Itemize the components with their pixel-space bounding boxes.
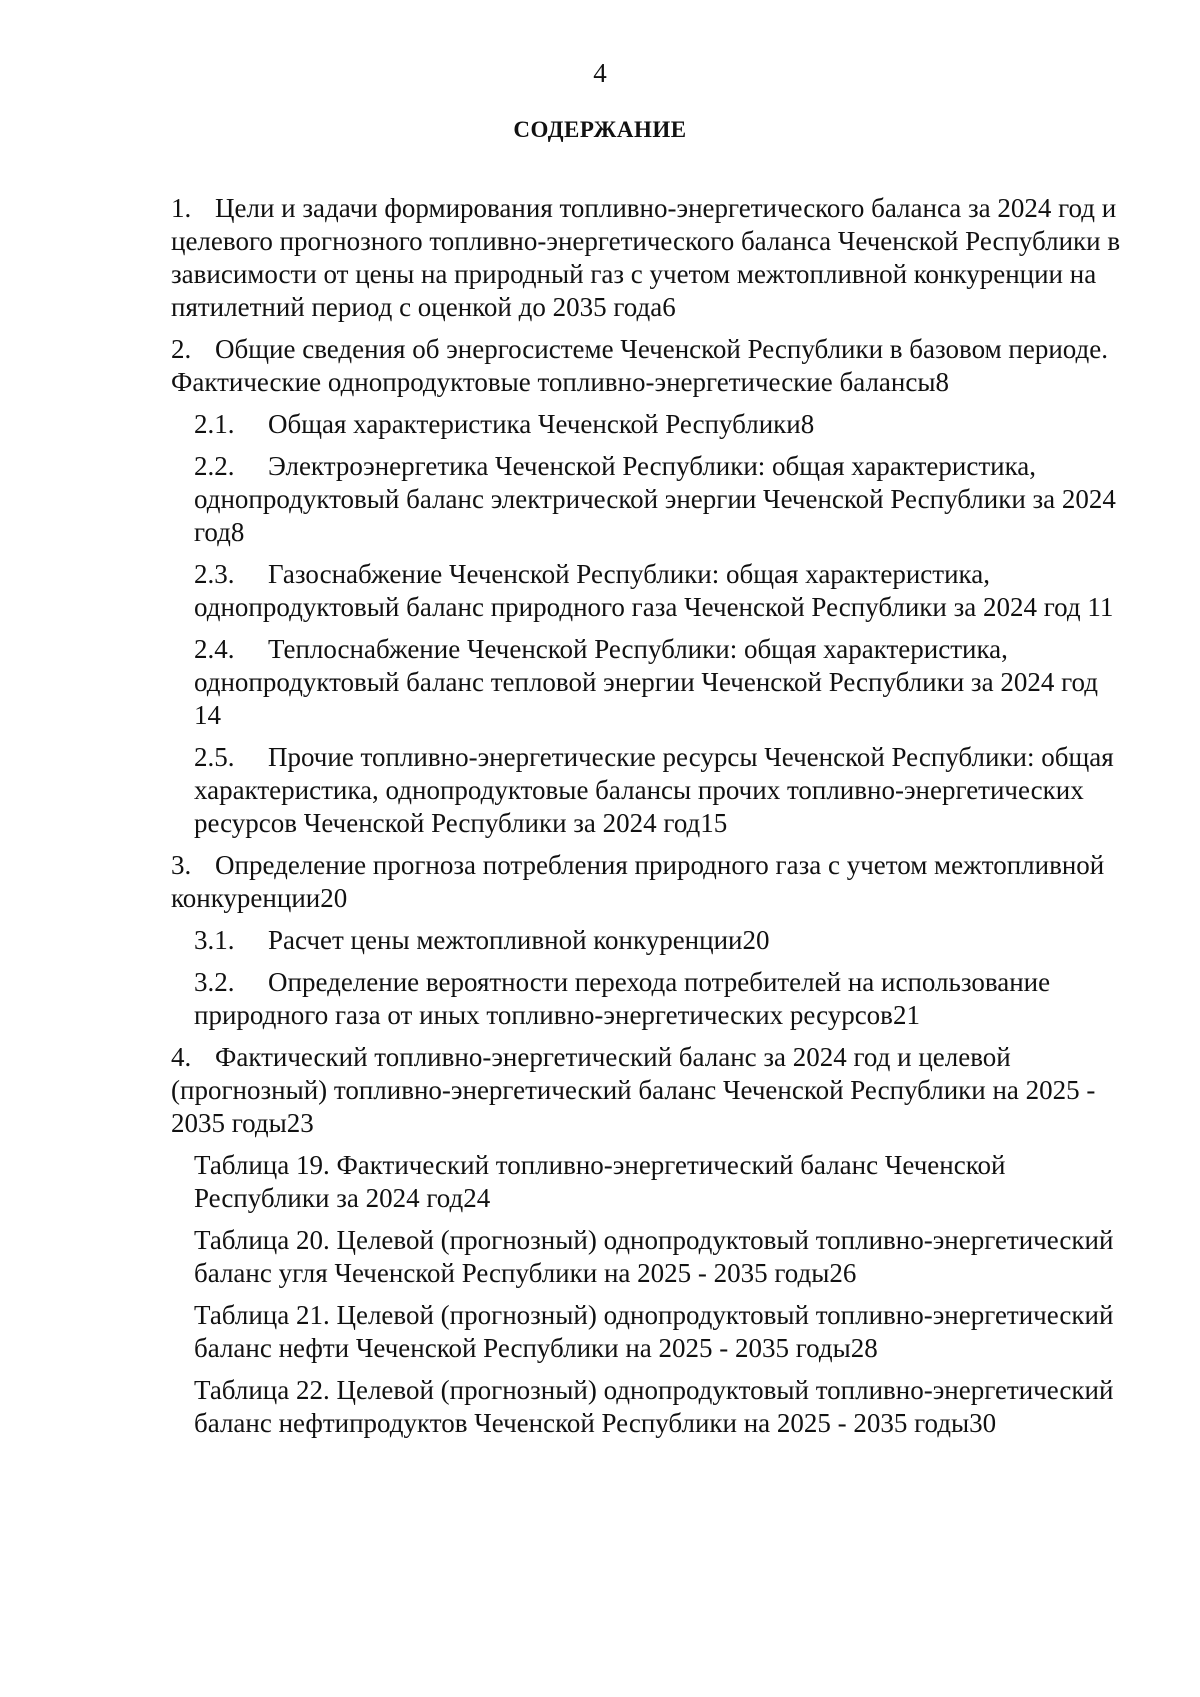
toc-entry-2-4[interactable] [171, 633, 1131, 732]
toc-entry-3[interactable] [171, 849, 1131, 915]
toc-entry-page: 8 [230, 517, 245, 547]
toc-entry-3-2[interactable] [171, 966, 1131, 1032]
toc-entry-number: 2.4. [194, 634, 235, 664]
toc-entry-number: 3. [171, 850, 192, 880]
toc-entry-title: Определение прогноза потребления природного газа с учетом межтопливной конкуренции [171, 850, 1105, 913]
toc-entry-2-3[interactable] [171, 558, 1131, 624]
toc-entry-2-1[interactable] [171, 408, 1131, 441]
toc-entry-title: Таблица 19. Фактический топливно-энергетический баланс Чеченской Республики за 2024 год [194, 1150, 1006, 1213]
toc-entry-title: Цели и задачи формирования топливно-энергетического баланса за 2024 год и целевого прогнозного топливно-энергетического баланса Чеченской Республики в зависимости от цены на природный газ с учетом межтопливной конкуренции на пятилетний период с оценкой до 2035 года [171, 193, 1121, 322]
toc-entry-table-19[interactable] [171, 1149, 1131, 1215]
toc-entry-page: 20 [742, 925, 770, 955]
toc-entry-title: Расчет цены межтопливной конкуренции [268, 925, 743, 955]
toc-entry-page: 23 [286, 1108, 314, 1138]
toc-entry-title: Общая характеристика Чеченской Республики [268, 409, 801, 439]
toc-entry-number: 2.5. [194, 742, 235, 772]
toc-entry-4[interactable] [171, 1041, 1131, 1140]
toc-entry-page: 24 [463, 1183, 491, 1213]
toc-entry-number: 2.1. [194, 409, 235, 439]
toc-entry-title: Фактический топливно-энергетический баланс за 2024 год и целевой (прогнозный) топливно-энергетический баланс Чеченской Республики на 2025 - 2035 годы [171, 1042, 1096, 1138]
toc-entry-title: Газоснабжение Чеченской Республики: общая характеристика, однопродуктовый баланс природного газа Чеченской Республики за 2024 год [194, 559, 1081, 622]
toc-entry-page: 11 [1087, 592, 1114, 622]
toc-entry-title: Таблица 22. Целевой (прогнозный) однопродуктовый топливно-энергетический баланс нефтипродуктов Чеченской Республики на 2025 - 2035 годы [194, 1375, 1114, 1438]
toc-entry-2-5[interactable] [171, 741, 1131, 840]
toc-entry-title: Таблица 21. Целевой (прогнозный) однопродуктовый топливно-энергетический баланс нефти Чеченской Республики на 2025 - 2035 годы [194, 1300, 1114, 1363]
toc-entry-number: 2. [171, 334, 192, 364]
toc-entry-table-22[interactable] [171, 1374, 1131, 1440]
toc-entry-page: 21 [892, 1000, 920, 1030]
toc-entry-page: 6 [662, 292, 676, 322]
toc-entry-page: 26 [829, 1258, 857, 1288]
toc-entry-title: Таблица 20. Целевой (прогнозный) однопродуктовый топливно-энергетический баланс угля Чеченской Республики на 2025 - 2035 годы [194, 1225, 1114, 1288]
toc-entry-table-20[interactable] [171, 1224, 1131, 1290]
toc-entry-title: Прочие топливно-энергетические ресурсы Чеченской Республики: общая характеристика, однопродуктовые балансы прочих топливно-энергетических ресурсов Чеченской Республики за 2024 год [194, 742, 1114, 838]
toc-entry-page: 15 [700, 808, 728, 838]
page-number: 4 [593, 58, 607, 88]
toc-entry-1[interactable] [171, 192, 1131, 324]
toc-entry-table-21[interactable] [171, 1299, 1131, 1365]
table-of-contents [171, 192, 1131, 1449]
toc-entry-title: Определение вероятности перехода потребителей на использование природного газа от иных топливно-энергетических ресурсов [194, 967, 1051, 1030]
toc-entry-number: 3.1. [194, 925, 235, 955]
toc-entry-page: 8 [800, 409, 815, 439]
toc-heading: СОДЕРЖАНИЕ [513, 117, 687, 142]
toc-entry-3-1[interactable] [171, 924, 1131, 957]
toc-entry-page: 20 [320, 883, 348, 913]
toc-entry-number: 1. [171, 193, 192, 223]
toc-entry-number: 3.2. [194, 967, 235, 997]
toc-entry-2-2[interactable] [171, 450, 1131, 549]
toc-entry-page: 14 [194, 700, 221, 730]
toc-entry-page: 28 [850, 1333, 878, 1363]
toc-entry-number: 2.3. [194, 559, 235, 589]
toc-entry-title: Электроэнергетика Чеченской Республики: общая характеристика, однопродуктовый баланс электрической энергии Чеченской Республики за 2024 год [194, 451, 1116, 547]
toc-entry-number: 2.2. [194, 451, 235, 481]
toc-entry-page: 8 [935, 367, 949, 397]
toc-entry-title: Общие сведения об энергосистеме Чеченской Республики в базовом периоде. Фактические однопродуктовые топливно-энергетические балансы [171, 334, 1108, 397]
toc-entry-page: 30 [969, 1408, 997, 1438]
toc-entry-title: Теплоснабжение Чеченской Республики: общая характеристика, однопродуктовый баланс тепловой энергии Чеченской Республики за 2024 год [194, 634, 1098, 697]
toc-entry-2[interactable] [171, 333, 1131, 399]
toc-entry-number: 4. [171, 1042, 192, 1072]
